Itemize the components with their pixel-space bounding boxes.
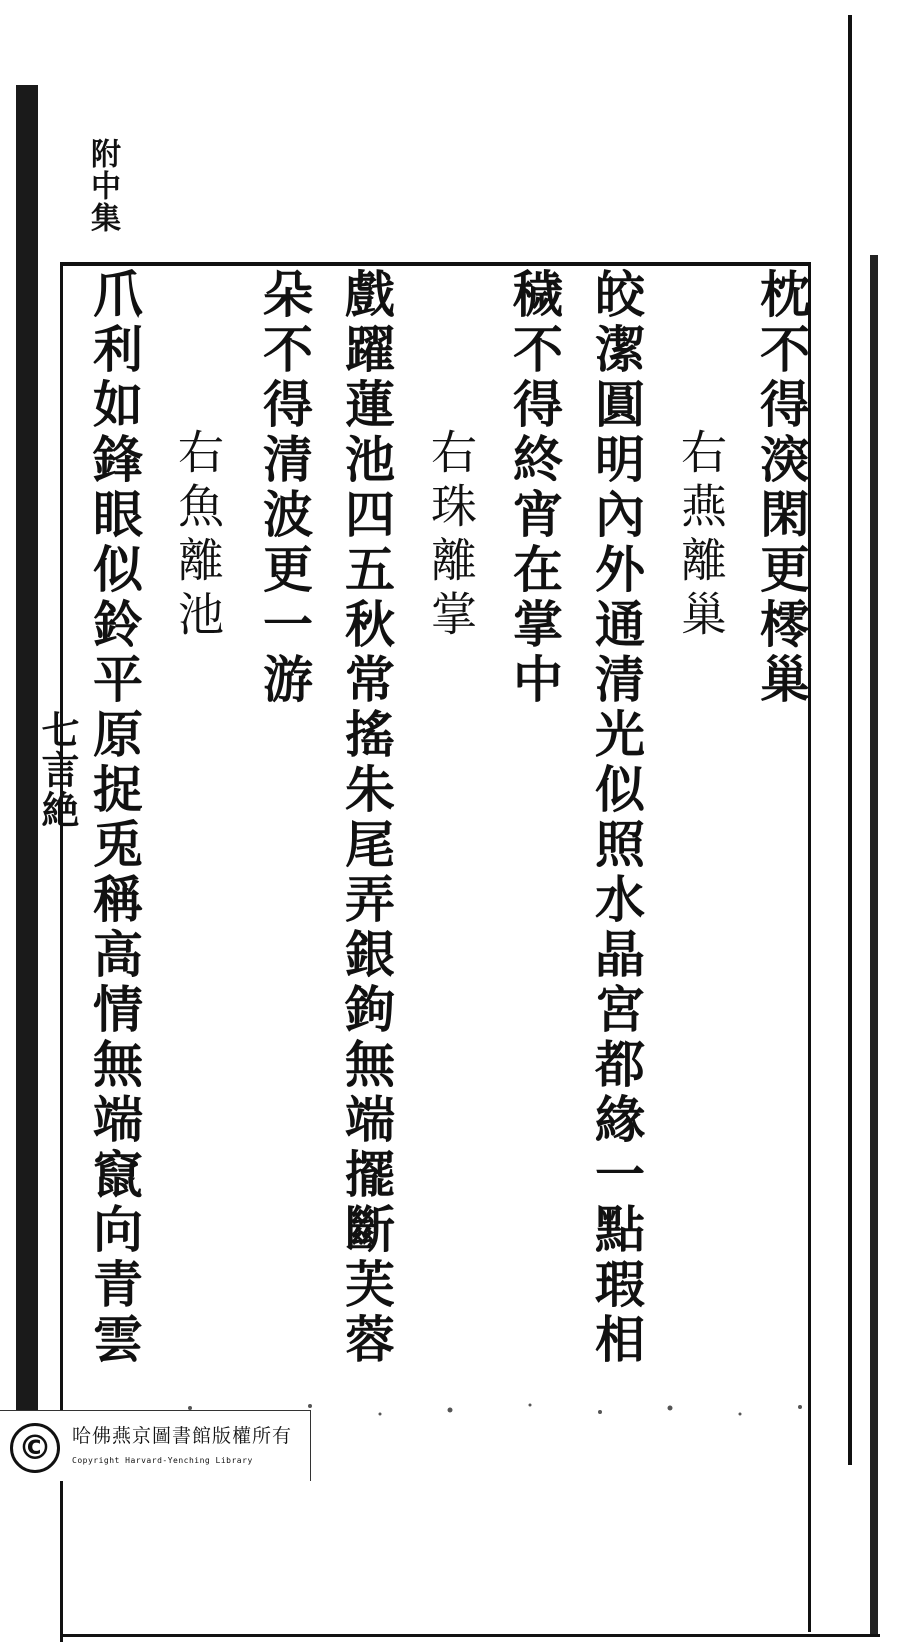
copyright-stamp xyxy=(0,1410,311,1481)
text-column-6: 爪利如鋒眼似鈴平原捉兎稱高情無端竄向青雲 xyxy=(85,268,144,1368)
margin-top-label: 附中集 xyxy=(85,138,120,234)
copyright-english: Copyright Harvard-Yenching Library xyxy=(72,1456,253,1465)
margin-mid-label: 七言絶 xyxy=(35,710,80,830)
section-title-pearl: 右珠離掌 xyxy=(424,428,478,644)
copyright-symbol: © xyxy=(10,1423,60,1473)
right-edge-bar xyxy=(870,255,878,1635)
text-column-5: 朵不得清波更一游 xyxy=(255,268,314,708)
copyright-chinese: 哈佛燕京圖書館版權所有 xyxy=(72,1425,293,1447)
text-column-1: 枕不得㴱閑更㯪巢 xyxy=(752,268,811,708)
section-title-swallow: 右燕離巢 xyxy=(674,428,728,644)
text-column-4: 戲躍蓮池四五秋常搖朱尾弄銀鉤無端擺斷芙蓉 xyxy=(337,268,396,1368)
section-title-fish: 右魚離池 xyxy=(171,428,225,644)
text-column-3: 穢不得終宵在掌中 xyxy=(505,268,564,708)
bottom-rule xyxy=(60,1634,880,1637)
right-outer-border xyxy=(848,15,852,1465)
text-column-2: 皎潔圓明內外通清光似照水晶宮都緣一點瑕相 xyxy=(587,268,646,1368)
top-rule xyxy=(60,262,810,266)
